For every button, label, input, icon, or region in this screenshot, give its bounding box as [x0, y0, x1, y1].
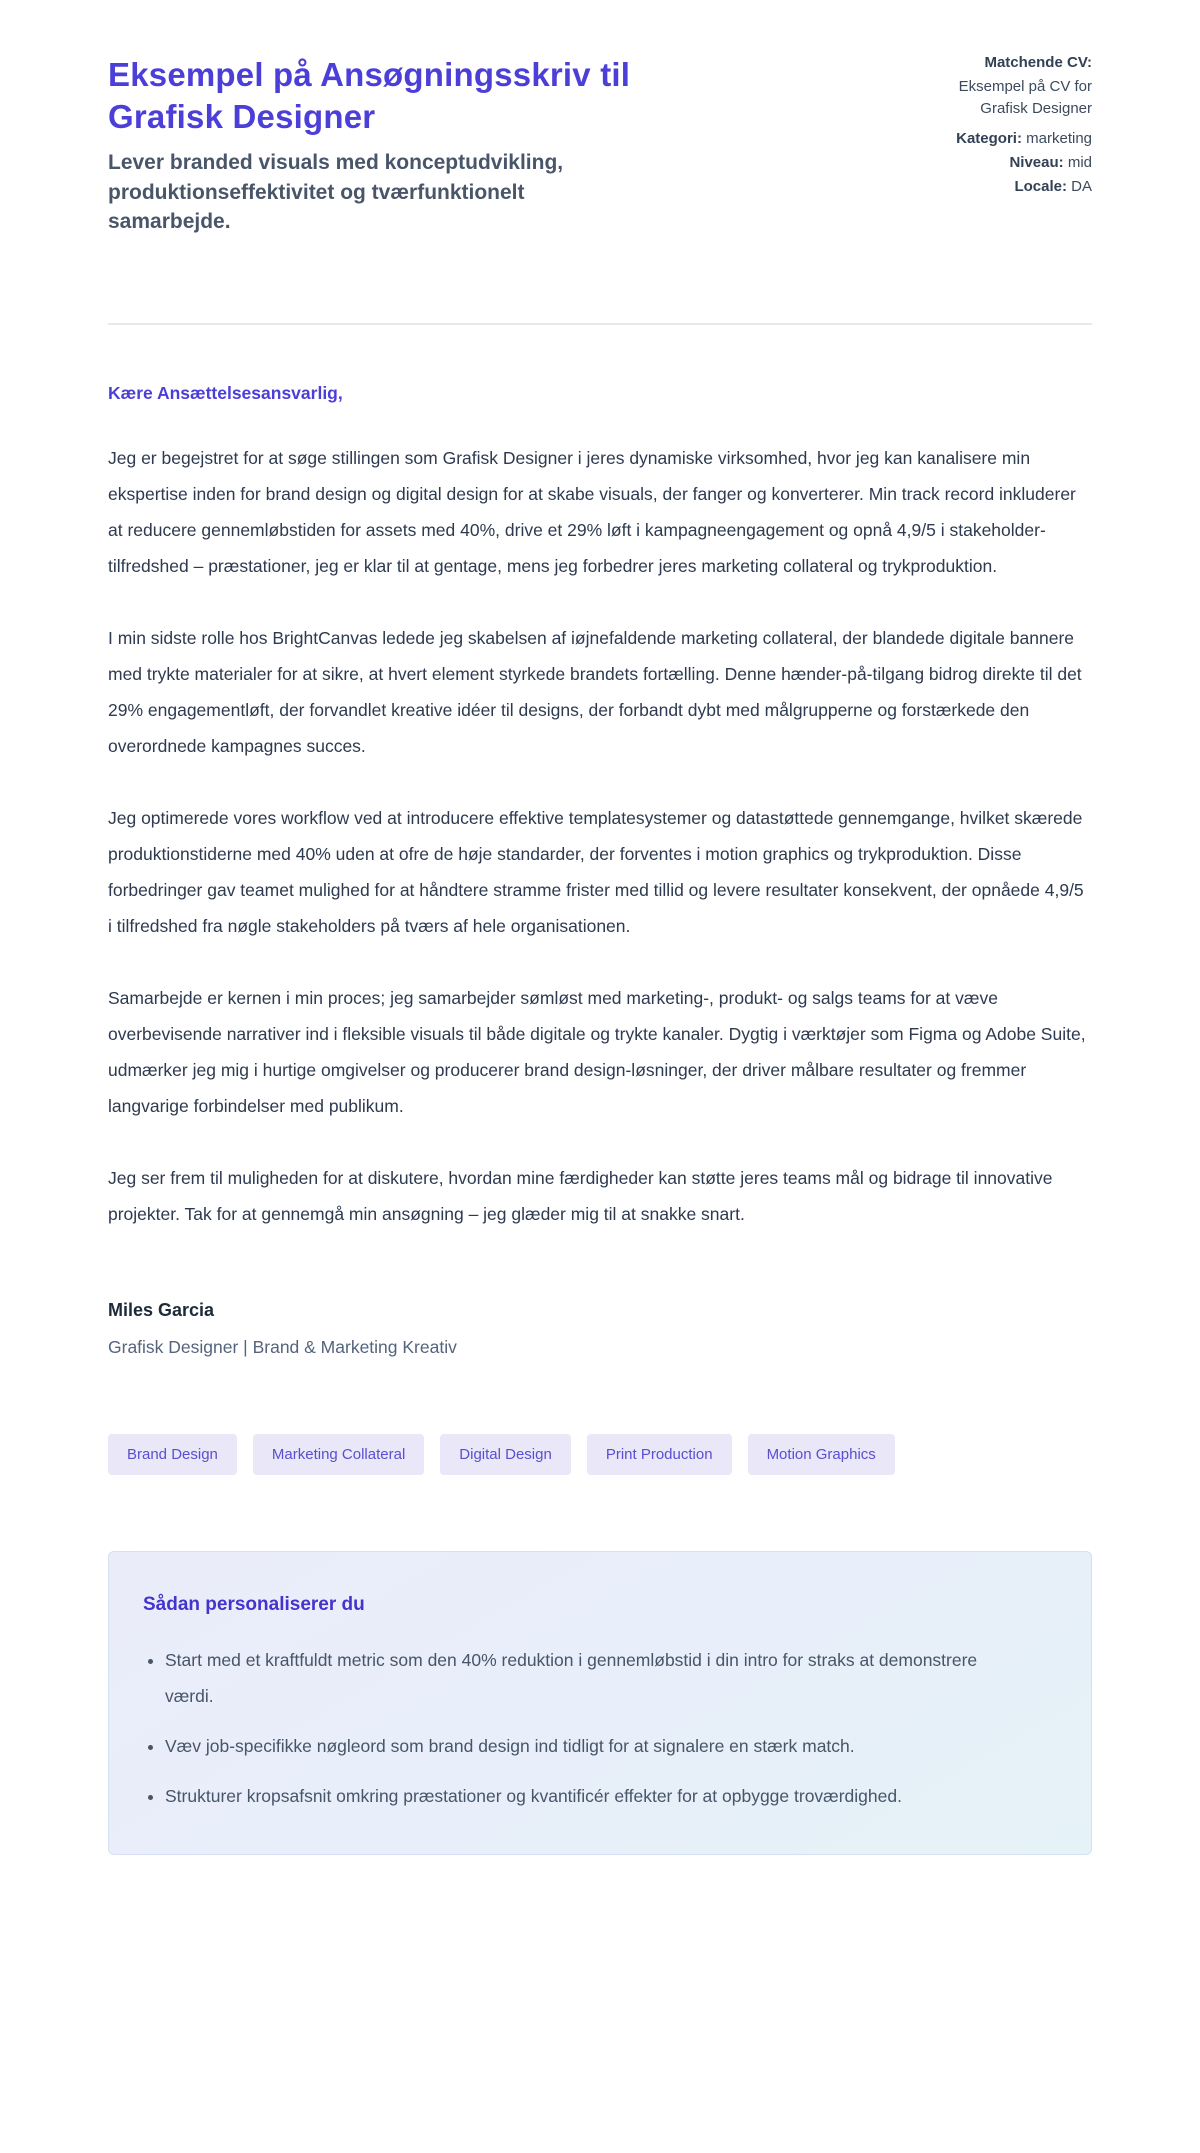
tips-list: [143, 1642, 1055, 1814]
meta-matching-cv-value: Eksempel på CV for Grafisk Designer: [958, 77, 1092, 117]
tips-item: • Væv job-specifikke nøgleord som brand design ind tidligt for at signalere en stærk match.: [165, 1728, 1025, 1764]
page-title: Eksempel på Ansøgningsskriv til Grafisk Designer: [108, 56, 631, 136]
letter-paragraph: Samarbejde er kernen i min proces; jeg samarbejder sømløst med marketing-, produkt- og salgs teams for at væve overbevisende narrativer ind i fleksible visuals til både digitale og trykte kanaler. Dygtig i værktøjer som Figma og Adobe Suite, udmærker jeg mig i hurtige omgivelser og producerer brand design-løsninger, der driver målbare resultater og fremmer langvarige forbindelser med publikum.: [108, 987, 1086, 1116]
letter-paragraph: Jeg ser frem til muligheden for at diskutere, hvordan mine færdigheder kan støtte jeres teams mål og bidrage til innovative projekter. Tak for at gennemgå min ansøgning – jeg glæder mig til at snakke snart.: [108, 1167, 1053, 1224]
tips-item: • Strukturer kropsafsnit omkring præstationer og kvantificér effekter for at opbygge troværdighed.: [165, 1778, 1025, 1814]
letter-body: [108, 383, 1092, 1358]
meta-level-value: mid: [1067, 154, 1092, 171]
skill-tag-brand-design: Brand Design: [108, 1434, 237, 1475]
signature-name: Miles Garcia: [108, 1299, 215, 1320]
meta-category-value: marketing: [1026, 130, 1092, 148]
meta-matching-cv: [932, 52, 1092, 119]
letter-paragraph: Jeg er begejstret for at søge stillingen som Grafisk Designer i jeres dynamiske virksomhed, hvor jeg kan kanalisere min ekspertise inden for brand design og digital design for at skabe visuals, der fanger og konverterer. Min track record inkluderer at reducere gennemløbstiden for assets med 40%, drive et 29% løft i kampagneengagement og opnå 4,9/5 i stakeholder-tilfredshed – præstationer, jeg er klar til at gentage, mens jeg forbedrer jeres marketing collateral og trykproduktion.: [108, 447, 1076, 576]
header-title-block: [108, 50, 648, 237]
tips-item: • Start med et kraftfuldt metric som den 40% reduktion i gennemløbstid i din intro for straks at demonstrere værdi.: [165, 1642, 1025, 1714]
skill-tag-digital-design: Digital Design: [440, 1434, 571, 1475]
tips-heading: Sådan personaliserer du: [143, 1593, 365, 1615]
meta-level-label: Niveau:: [1009, 154, 1064, 171]
page-subtitle: Lever branded visuals med konceptudvikling, produktionseffektivitet og tværfunktionelt samarbejde.: [108, 151, 564, 234]
skill-tags: [108, 1434, 1092, 1475]
letter-paragraph: I min sidste rolle hos BrightCanvas ledede jeg skabelsen af iøjnefaldende marketing collateral, der blandede digitale bannere med trykte materialer for at sikre, at hvert element styrkede brandets fortælling. Denne hænder-på-tilgang bidrog direkte til det 29% engagementløft, der forvandlet kreative idéer til designs, der forbandt dybt med målgrupperne og forstærkede den overordnede kampagnes succes.: [108, 627, 1082, 756]
meta-locale-label: Locale:: [1014, 177, 1067, 195]
signature-block: [108, 1300, 1092, 1358]
meta-locale-value: DA: [1071, 177, 1092, 195]
meta-level: [932, 152, 1092, 174]
signature-title: Grafisk Designer | Brand & Marketing Kreativ: [108, 1336, 457, 1357]
meta-category: [932, 128, 1092, 150]
meta-category-label: Kategori:: [956, 130, 1022, 148]
meta-locale: [932, 176, 1092, 198]
skill-tag-marketing-collateral: Marketing Collateral: [253, 1434, 424, 1475]
skill-tag-print-production: Print Production: [587, 1434, 732, 1475]
meta-matching-cv-label: Matchende CV:: [984, 54, 1092, 71]
letter-greeting: Kære Ansættelsesansvarlig,: [108, 382, 343, 403]
letter-paragraph: Jeg optimerede vores workflow ved at introducere effektive templatesystemer og datastøttede gennemgange, hvilket skærede produktionstiderne med 40% uden at ofre de høje standarder, der forventes i motion graphics og trykproduktion. Disse forbedringer gav teamet mulighed for at håndtere stramme frister med tillid og levere resultater konsekvent, der opnåede 4,9/5 i tilfredshed fra nøgle stakeholders på tværs af hele organisationen.: [108, 807, 1084, 936]
personalization-tips-callout: [108, 1551, 1092, 1855]
meta-panel: [932, 50, 1092, 200]
header-divider: [108, 323, 1092, 325]
skill-tag-motion-graphics: Motion Graphics: [748, 1434, 895, 1475]
page-header: [108, 50, 1092, 237]
